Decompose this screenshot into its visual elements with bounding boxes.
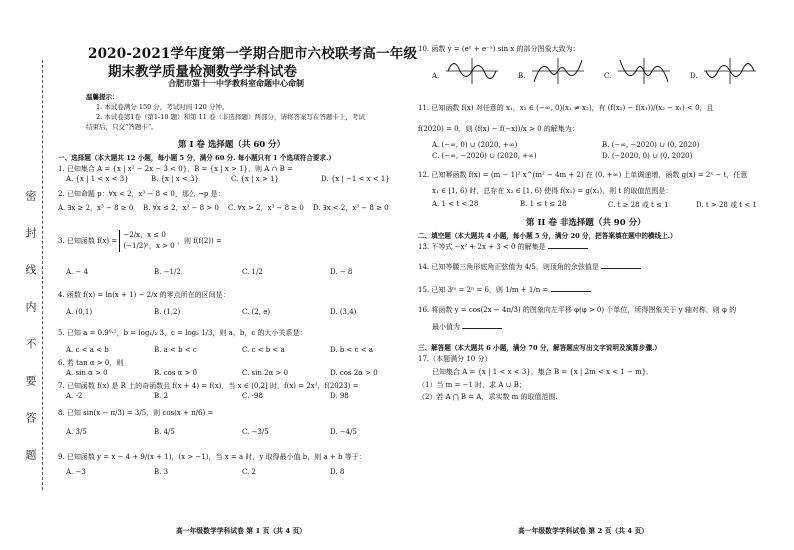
question-12-stem-2: x₁ ∈ [1, 6) 时，总存在 x₂ ∈ [1, 6) 使得 f(x₁) = g(x₂)，则 t 的取值范围是： [432,187,673,195]
question-16-line1: 16. 将函数 y = cos(2x − 4π/3) 的图象向左平移 φ(φ > 0) 个单位，所得图象关于 y 轴对称，则 φ 的 [418,306,737,314]
option-b: B. 1 ≤ t ≤ 28 [520,200,567,208]
option-b: B. (1,2) [154,308,181,316]
option-b: B. (−∞, −2020) ∪ (0, 2020) [602,141,700,149]
option-c-label: C. [604,72,612,80]
answer-blank [462,322,502,329]
solve-instruction: 三、解答题（本大题共 6 小题，满分 70 分，解答题应写出文字说明及演算步骤.） [418,344,661,352]
fill-instruction: 二、填空题（本大题共 4 小题，每小题 5 分，满分 20 分，把答案填在题中的横线上.） [418,232,677,240]
question-11-options-row2 [432,152,692,160]
question-3-options [66,268,352,276]
page-2-footer: 高一年级数学学科试卷 第 2 页（共 4 页） [518,527,649,535]
answer-blank [601,262,641,269]
option-c: C. t ≥ 28 或 t ≤ 1 [608,201,669,209]
question-17-head: 17.（本题满分 10 分） [418,355,492,363]
question-2-stem: 2. 已知命题 p：∀x < 2，x³ − 8 < 0，那么 ¬p 是： [58,190,225,198]
option-d: D. −4/5 [330,428,357,436]
option-c: C. −3/5 [242,428,269,436]
part1-instruction: 一、选择题（本大题共 12 小题，每小题 5 分，满分 60 分. 每小题只有 1 个选项符合要求.） [58,154,335,162]
tips-line: 结束后，只交“答题卡”。 [86,123,158,131]
graph-option-c [618,58,670,84]
question-4-options [66,308,356,316]
tips-heading: 温馨提示： [86,93,119,101]
option-c: C. 2 [242,468,257,476]
question-17-stem: 已知集合 A = {x | 1 < x < 3}，集合 B = {x | 2m < x < 1 − m}． [432,368,654,376]
option-b: B. a < b < c [154,346,197,354]
option-d: D. t > 28 或 t < 1 [696,201,757,209]
option-d: D. ∃x < 2，x³ − 8 ≥ 0 [313,204,389,212]
binding-warning: 密封线内不要答题 [24,190,37,486]
option-a: A. c < a < b [66,346,109,354]
question-5-stem: 5. 已知 a = 0.9⁰·¹，b = log₁/₂ 3，c = log₂ 1/3，则 a，b，c 的大小关系是： [58,329,307,337]
option-c: C. ∀x > 2，x³ − 8 ≥ 0 [228,204,304,212]
option-a: A. sin α > 0 [66,369,108,377]
question-3-suffix: ，则 f(f(2)) = [176,237,222,245]
question-9-options [66,468,344,476]
option-c: C. sin 2α > 0 [242,369,289,377]
option-d: D. (−2020, 0) ∪ (0, 2020) [602,152,693,160]
question-4-stem: 4. 函数 f(x) = ln(x + 1) − 2/x 的零点所在的区间是： [58,291,230,299]
question-13-stem: 13. 不等式 −x² + 2x + 3 < 0 的解集是 [418,243,546,251]
question-17-part2: （2）若 A ⋂ B = A，求实数 m 的取值范围. [418,393,558,401]
option-c: C. {x | x > 1} [231,175,279,183]
question-10-stem: 10. 函数 y = (eˣ + e⁻ˣ) sin x 的部分图象大致为： [418,45,580,53]
option-b: B. ∀x ≤ 2，x³ − 8 > 0 [143,204,219,212]
question-8-stem: 8. 已知 sin(x − π/3) = 3/5，则 cos(x + π/6) = [58,409,214,417]
question-1-options [66,175,390,183]
question-3-prefix: 3. 已知函数 f(x) = [58,237,120,245]
piece-2: (−1/2)ˣ，x > 0 [123,242,175,250]
option-d: D. 98 [330,392,349,400]
option-a: A. 3/5 [66,428,87,436]
exam-issuer: 合肥市第十一中学教科室命题中心命制 [168,78,304,88]
option-b: B. 3 [154,468,169,476]
question-11-stem-2: f(2020) = 0，则 (f(x) − f(−x))/x > 0 的解集为： [418,125,579,133]
part1-title: 第 I 卷 选择题（共 60 分） [178,140,286,150]
question-16-stem: 最小值为 [432,323,460,331]
option-c: C. 1/2 [242,268,263,276]
question-13 [418,242,588,252]
tips-line: 2. 本试卷第1卷（第1-10 题）和第 11 卷（非选择题）两部分，请将答案写在答题卡上，考试 [96,113,365,121]
option-a: A. (−∞, 0) ∪ (2020, +∞) [432,141,518,149]
option-d: D. − 8 [330,268,353,276]
question-9-stem: 9. 已知函数 y = x − 4 + 9/(x + 1)，(x > −1)，当 x = a 时，y 取得最小值 b，则 a + b 等于： [58,453,366,461]
question-17-part1: （1）当 m = −1 时，求 A ∪ B； [418,381,526,389]
option-d: D. b < c < a [330,346,374,354]
seal-line [42,60,43,490]
question-7-options [66,392,349,400]
option-d: D. 8 [330,468,345,476]
question-15-stem: 15. 已知 3ᵐ = 2ⁿ = 6，则 1/m + 1/n = [418,286,549,294]
option-c: C. (−∞, −2020) ∪ (2020, +∞) [432,152,537,160]
option-b: B. 4/5 [154,428,175,436]
tips-line: 1. 本试卷满分 150 分，考试时间 120 分钟。 [96,103,229,111]
option-b: B. {x | x < 3} [151,175,199,183]
question-12-options [432,200,757,210]
question-2-options [58,203,389,213]
option-d: D. cos 2α > 0 [330,369,378,377]
option-a: A. ∃x ≥ 2，x³ − 8 ≥ 0 [58,204,134,212]
option-b-label: B. [518,72,526,80]
answer-blank [551,285,591,292]
option-d: D. (3,4) [330,308,357,316]
graph-option-b [532,58,584,84]
question-7-stem: 7. 已知函数 f(x) 是 R 上的奇函数且 f(x + 4) = f(x)，当 x ∈ (0,2] 时，f(x) = 2x²，f(2023) = [58,382,359,390]
answer-blank [548,242,588,249]
tips-block [86,92,406,132]
page-1-footer: 高一年级数学学科试卷 第 1 页（共 4 页） [176,527,307,535]
option-a-label: A. [432,72,440,80]
binding-margin [4,60,46,490]
question-5-options [66,346,373,354]
question-8-options [66,428,357,436]
option-c: C. c < b < a [242,346,285,354]
option-d-label: D. [690,72,698,80]
question-6-stem: 6. 若 tan α > 0，则 [58,359,124,367]
option-b: B. 2 [154,392,169,400]
exam-title-line2: 期末教学质量检测数学学科试卷 [108,64,297,80]
question-11-options-row1 [432,141,699,149]
piecewise-brace [119,230,174,252]
exam-title-line1: 2020-2021学年度第一学期合肥市六校联考高一年级 [88,46,418,62]
option-a: A. 1 < t < 28 [432,200,479,208]
question-3-stem [58,230,222,252]
option-d: D. {x | −1 < x < 1} [321,175,390,183]
option-a: A. −3 [66,468,86,476]
question-14 [418,262,641,272]
option-c: C. (2, e) [242,308,271,316]
piece-1: −2/x，x ≤ 0 [123,231,166,239]
option-a: A. − 4 [66,268,89,276]
question-16-line2 [432,322,502,332]
graph-option-a [446,58,498,84]
option-c: C. -98 [242,392,263,400]
question-11-stem: 11. 已知函数 f(x) 对任意的 x₁，x₂ ∈ (−∞, 0)(x₁ ≠ x₂)，有 (f(x₂) − f(x₁))/(x₂ − x₁) < 0，且 [418,104,714,112]
question-6-options [66,369,378,377]
option-b: B. cos α > 0 [154,369,198,377]
question-12-stem: 12. 已知幂函数 f(x) = (m − 1)² x^(m² − 4m + 2) 在 (0, +∞) 上单调递增，函数 g(x) = 2ˣ − t，任意 [418,171,748,179]
graph-option-d [704,58,756,84]
question-15 [418,285,591,295]
option-a: A. (0,1) [66,308,93,316]
part2-title: 第 II 卷 非选择题（共 90 分） [526,218,646,228]
option-a: A. -2 [66,392,83,400]
question-14-stem: 14. 已知等腰三角形底角正弦值为 4/5，则顶角的余弦值是 [418,263,599,271]
question-1-stem: 1. 已知集合 A = {x | x² − 2x − 3 < 0}，B = {x | x > 1}，则 A ∩ B = [58,165,293,173]
option-a: A. {x | 1 < x < 3} [66,175,129,183]
option-b: B. −1/2 [154,268,181,276]
